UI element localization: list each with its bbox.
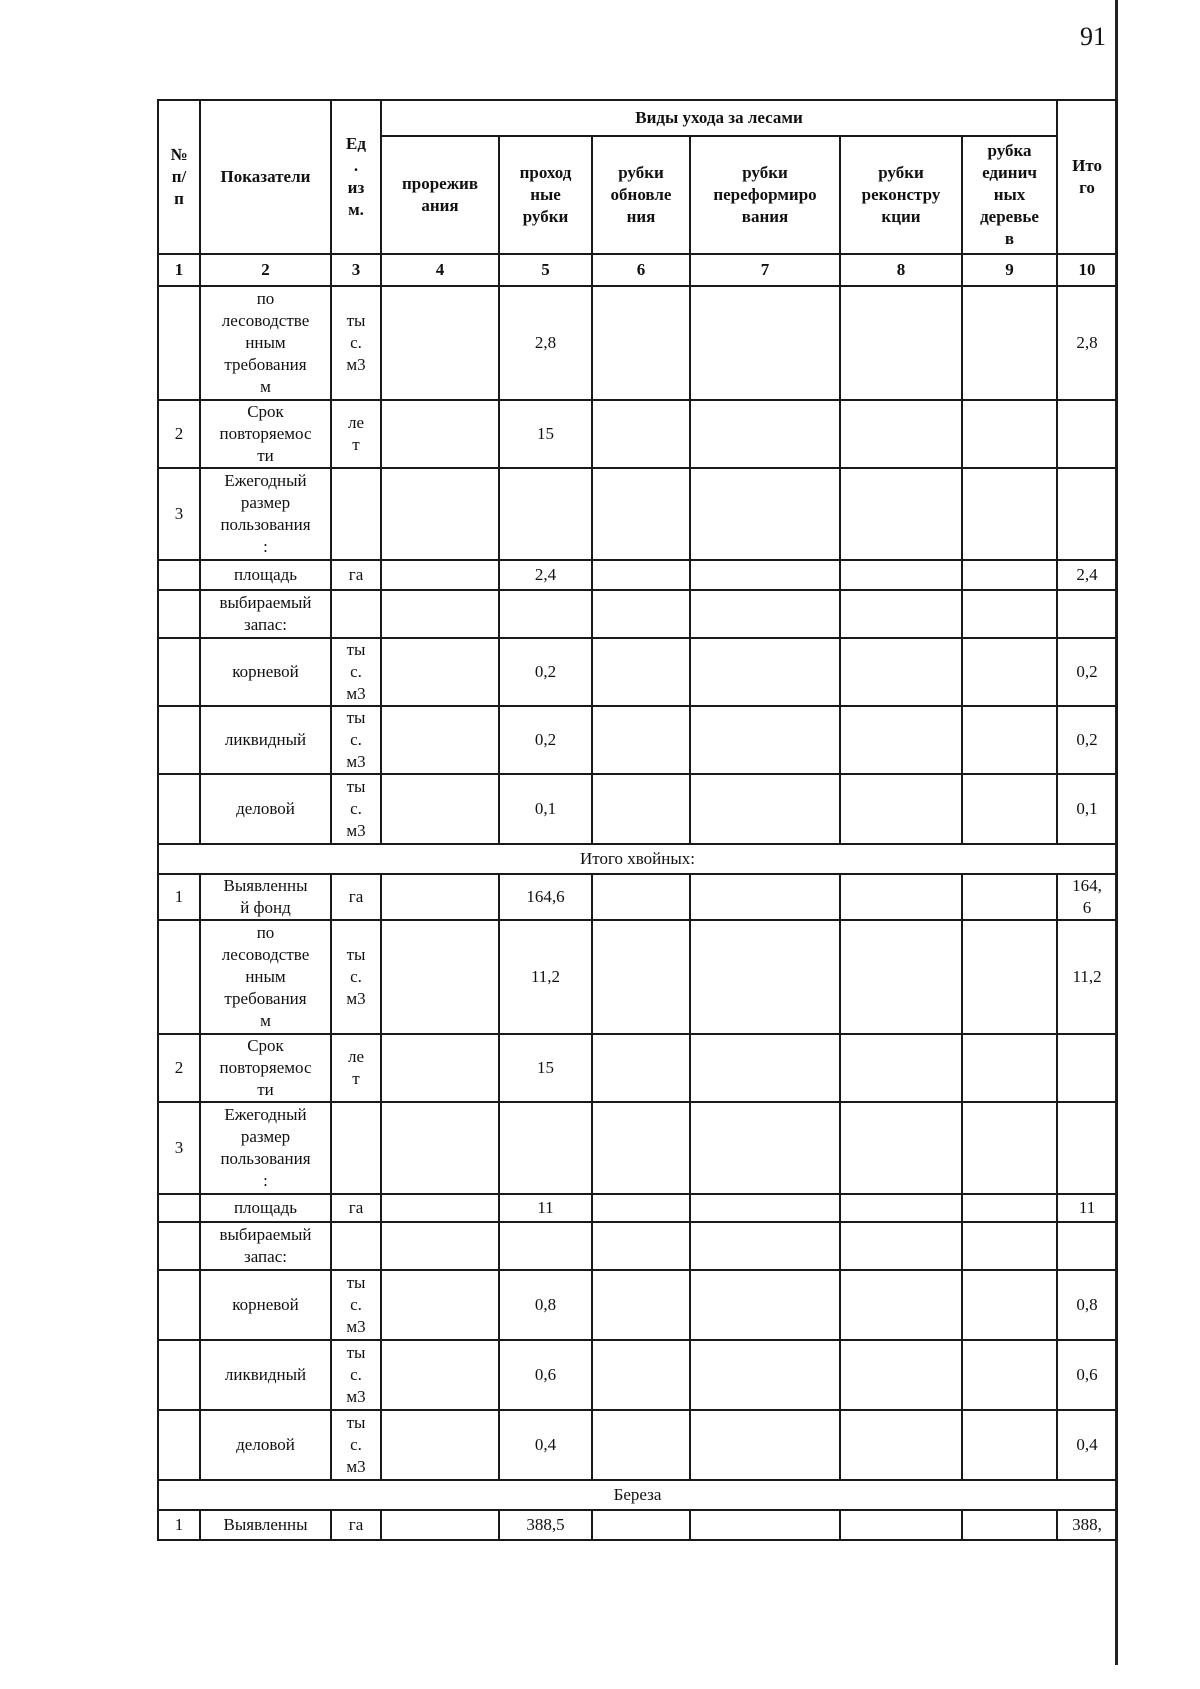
reconstruction-cell bbox=[840, 400, 962, 468]
single-tree-cell bbox=[962, 590, 1057, 638]
header-type-reformation-cutting: рубки переформиро вания bbox=[690, 136, 840, 254]
reformation-cell bbox=[690, 706, 840, 774]
reformation-cell bbox=[690, 1270, 840, 1340]
reformation-cell bbox=[690, 1410, 840, 1480]
indicator-cell: площадь bbox=[200, 560, 331, 590]
unit-cell bbox=[331, 1102, 381, 1194]
reformation-cell bbox=[690, 560, 840, 590]
renewal-cell bbox=[592, 1194, 690, 1222]
renewal-cell bbox=[592, 638, 690, 706]
renewal-cell bbox=[592, 1270, 690, 1340]
indicator-cell: Выявленны й фонд bbox=[200, 874, 331, 920]
indicator-cell: выбираемый запас: bbox=[200, 590, 331, 638]
row-number bbox=[158, 1194, 200, 1222]
column-number-row bbox=[158, 254, 1117, 286]
renewal-cell bbox=[592, 1340, 690, 1410]
passage-cutting-cell: 164,6 bbox=[499, 874, 592, 920]
indicator-cell: ликвидный bbox=[200, 1340, 331, 1410]
indicator-cell: деловой bbox=[200, 774, 331, 844]
total-cell bbox=[1057, 590, 1117, 638]
passage-cutting-cell: 2,8 bbox=[499, 286, 592, 400]
table-body bbox=[158, 286, 1117, 1540]
reformation-cell bbox=[690, 1102, 840, 1194]
total-cell: 2,4 bbox=[1057, 560, 1117, 590]
header-indicators: Показатели bbox=[200, 100, 331, 254]
row-number bbox=[158, 560, 200, 590]
row-number: 2 bbox=[158, 400, 200, 468]
single-tree-cell bbox=[962, 874, 1057, 920]
unit-cell: ты с. м3 bbox=[331, 286, 381, 400]
indicator-cell: выбираемый запас: bbox=[200, 1222, 331, 1270]
page-number: 91 bbox=[1080, 22, 1106, 51]
reformation-cell bbox=[690, 468, 840, 560]
passage-cutting-cell: 0,4 bbox=[499, 1410, 592, 1480]
table-row bbox=[158, 1102, 1117, 1194]
table-row bbox=[158, 1510, 1117, 1540]
single-tree-cell bbox=[962, 1194, 1057, 1222]
reformation-cell bbox=[690, 874, 840, 920]
indicator-cell: корневой bbox=[200, 638, 331, 706]
header-group-title: Виды ухода за лесами bbox=[381, 100, 1057, 136]
reconstruction-cell bbox=[840, 590, 962, 638]
passage-cutting-cell: 11 bbox=[499, 1194, 592, 1222]
renewal-cell bbox=[592, 874, 690, 920]
renewal-cell bbox=[592, 400, 690, 468]
reconstruction-cell bbox=[840, 1270, 962, 1340]
single-tree-cell bbox=[962, 1102, 1057, 1194]
total-cell bbox=[1057, 400, 1117, 468]
thinning-cell bbox=[381, 920, 499, 1034]
passage-cutting-cell bbox=[499, 468, 592, 560]
column-number: 4 bbox=[381, 254, 499, 286]
header-type-passage-cutting: проход ные рубки bbox=[499, 136, 592, 254]
reformation-cell bbox=[690, 1222, 840, 1270]
single-tree-cell bbox=[962, 1222, 1057, 1270]
table-row bbox=[158, 400, 1117, 468]
passage-cutting-cell: 388,5 bbox=[499, 1510, 592, 1540]
thinning-cell bbox=[381, 1270, 499, 1340]
total-cell: 0,1 bbox=[1057, 774, 1117, 844]
total-cell: 0,6 bbox=[1057, 1340, 1117, 1410]
thinning-cell bbox=[381, 1194, 499, 1222]
thinning-cell bbox=[381, 774, 499, 844]
row-number bbox=[158, 1410, 200, 1480]
single-tree-cell bbox=[962, 638, 1057, 706]
renewal-cell bbox=[592, 560, 690, 590]
reformation-cell bbox=[690, 1340, 840, 1410]
table-row bbox=[158, 1194, 1117, 1222]
unit-cell: ты с. м3 bbox=[331, 1270, 381, 1340]
header-type-renewal-cutting: рубки обновле ния bbox=[592, 136, 690, 254]
renewal-cell bbox=[592, 920, 690, 1034]
indicator-cell: деловой bbox=[200, 1410, 331, 1480]
column-number: 8 bbox=[840, 254, 962, 286]
single-tree-cell bbox=[962, 1340, 1057, 1410]
table-row bbox=[158, 468, 1117, 560]
reconstruction-cell bbox=[840, 1034, 962, 1102]
renewal-cell bbox=[592, 1034, 690, 1102]
reformation-cell bbox=[690, 286, 840, 400]
reconstruction-cell bbox=[840, 638, 962, 706]
total-cell: 11 bbox=[1057, 1194, 1117, 1222]
total-cell: 0,8 bbox=[1057, 1270, 1117, 1340]
reformation-cell bbox=[690, 1034, 840, 1102]
renewal-cell bbox=[592, 1222, 690, 1270]
table-row bbox=[158, 1222, 1117, 1270]
table-row bbox=[158, 560, 1117, 590]
header-type-thinning: прорежив ания bbox=[381, 136, 499, 254]
table-row bbox=[158, 286, 1117, 400]
indicator-cell: Срок повторяемос ти bbox=[200, 400, 331, 468]
unit-cell: ты с. м3 bbox=[331, 774, 381, 844]
passage-cutting-cell: 15 bbox=[499, 400, 592, 468]
reconstruction-cell bbox=[840, 560, 962, 590]
header-type-single-tree-cutting: рубка единич ных деревье в bbox=[962, 136, 1057, 254]
unit-cell bbox=[331, 590, 381, 638]
header-type-reconstruction-cutting: рубки реконстру кции bbox=[840, 136, 962, 254]
table-row bbox=[158, 1340, 1117, 1410]
reconstruction-cell bbox=[840, 1410, 962, 1480]
table-row bbox=[158, 1270, 1117, 1340]
unit-cell bbox=[331, 1222, 381, 1270]
column-number: 9 bbox=[962, 254, 1057, 286]
renewal-cell bbox=[592, 1410, 690, 1480]
indicator-cell: ликвидный bbox=[200, 706, 331, 774]
reconstruction-cell bbox=[840, 1222, 962, 1270]
unit-cell: ле т bbox=[331, 1034, 381, 1102]
reconstruction-cell bbox=[840, 1340, 962, 1410]
reconstruction-cell bbox=[840, 920, 962, 1034]
table-row bbox=[158, 638, 1117, 706]
single-tree-cell bbox=[962, 706, 1057, 774]
thinning-cell bbox=[381, 286, 499, 400]
row-number bbox=[158, 774, 200, 844]
thinning-cell bbox=[381, 1222, 499, 1270]
thinning-cell bbox=[381, 1510, 499, 1540]
header-unit: Ед . из м. bbox=[331, 100, 381, 254]
indicator-cell: Срок повторяемос ти bbox=[200, 1034, 331, 1102]
reformation-cell bbox=[690, 590, 840, 638]
unit-cell: ты с. м3 bbox=[331, 1340, 381, 1410]
column-number: 3 bbox=[331, 254, 381, 286]
thinning-cell bbox=[381, 706, 499, 774]
renewal-cell bbox=[592, 590, 690, 638]
total-cell bbox=[1057, 1034, 1117, 1102]
table-row bbox=[158, 1410, 1117, 1480]
row-number bbox=[158, 1340, 200, 1410]
row-number: 2 bbox=[158, 1034, 200, 1102]
unit-cell: ты с. м3 bbox=[331, 638, 381, 706]
total-cell: 0,4 bbox=[1057, 1410, 1117, 1480]
passage-cutting-cell: 2,4 bbox=[499, 560, 592, 590]
reconstruction-cell bbox=[840, 874, 962, 920]
row-number bbox=[158, 1270, 200, 1340]
indicator-cell: по лесоводстве нным требования м bbox=[200, 920, 331, 1034]
column-number: 7 bbox=[690, 254, 840, 286]
passage-cutting-cell: 0,2 bbox=[499, 638, 592, 706]
reconstruction-cell bbox=[840, 706, 962, 774]
section-row bbox=[158, 844, 1117, 874]
row-number bbox=[158, 590, 200, 638]
single-tree-cell bbox=[962, 1034, 1057, 1102]
unit-cell: ты с. м3 bbox=[331, 920, 381, 1034]
row-number bbox=[158, 638, 200, 706]
row-number: 3 bbox=[158, 1102, 200, 1194]
thinning-cell bbox=[381, 1340, 499, 1410]
row-number: 3 bbox=[158, 468, 200, 560]
renewal-cell bbox=[592, 1102, 690, 1194]
reformation-cell bbox=[690, 1194, 840, 1222]
forest-care-table bbox=[157, 99, 1118, 1541]
reconstruction-cell bbox=[840, 1510, 962, 1540]
reformation-cell bbox=[690, 638, 840, 706]
table-row bbox=[158, 706, 1117, 774]
indicator-cell: площадь bbox=[200, 1194, 331, 1222]
indicator-cell: Выявленны bbox=[200, 1510, 331, 1540]
unit-cell: га bbox=[331, 1510, 381, 1540]
renewal-cell bbox=[592, 468, 690, 560]
passage-cutting-cell bbox=[499, 590, 592, 638]
thinning-cell bbox=[381, 638, 499, 706]
single-tree-cell bbox=[962, 1270, 1057, 1340]
row-number: 1 bbox=[158, 1510, 200, 1540]
unit-cell: га bbox=[331, 874, 381, 920]
total-cell: 0,2 bbox=[1057, 638, 1117, 706]
table-row bbox=[158, 920, 1117, 1034]
reformation-cell bbox=[690, 920, 840, 1034]
thinning-cell bbox=[381, 1034, 499, 1102]
single-tree-cell bbox=[962, 1410, 1057, 1480]
single-tree-cell bbox=[962, 286, 1057, 400]
total-cell bbox=[1057, 1102, 1117, 1194]
indicator-cell: корневой bbox=[200, 1270, 331, 1340]
section-title: Береза bbox=[158, 1480, 1117, 1510]
column-number: 5 bbox=[499, 254, 592, 286]
row-number bbox=[158, 706, 200, 774]
row-number bbox=[158, 286, 200, 400]
indicator-cell: Ежегодный размер пользования : bbox=[200, 468, 331, 560]
total-cell: 0,2 bbox=[1057, 706, 1117, 774]
thinning-cell bbox=[381, 560, 499, 590]
passage-cutting-cell bbox=[499, 1102, 592, 1194]
unit-cell: ты с. м3 bbox=[331, 706, 381, 774]
total-cell: 164, 6 bbox=[1057, 874, 1117, 920]
passage-cutting-cell: 0,2 bbox=[499, 706, 592, 774]
single-tree-cell bbox=[962, 774, 1057, 844]
passage-cutting-cell: 0,1 bbox=[499, 774, 592, 844]
table-row bbox=[158, 590, 1117, 638]
single-tree-cell bbox=[962, 1510, 1057, 1540]
column-number: 6 bbox=[592, 254, 690, 286]
renewal-cell bbox=[592, 1510, 690, 1540]
header-total: Ито го bbox=[1057, 100, 1117, 254]
table-row bbox=[158, 874, 1117, 920]
total-cell bbox=[1057, 1222, 1117, 1270]
total-cell: 388, bbox=[1057, 1510, 1117, 1540]
column-number: 1 bbox=[158, 254, 200, 286]
row-number bbox=[158, 1222, 200, 1270]
passage-cutting-cell bbox=[499, 1222, 592, 1270]
header-num: № п/ п bbox=[158, 100, 200, 254]
unit-cell: га bbox=[331, 560, 381, 590]
thinning-cell bbox=[381, 1102, 499, 1194]
single-tree-cell bbox=[962, 560, 1057, 590]
section-title: Итого хвойных: bbox=[158, 844, 1117, 874]
total-cell: 2,8 bbox=[1057, 286, 1117, 400]
unit-cell: ты с. м3 bbox=[331, 1410, 381, 1480]
reformation-cell bbox=[690, 1510, 840, 1540]
thinning-cell bbox=[381, 1410, 499, 1480]
reformation-cell bbox=[690, 400, 840, 468]
thinning-cell bbox=[381, 400, 499, 468]
thinning-cell bbox=[381, 874, 499, 920]
reconstruction-cell bbox=[840, 468, 962, 560]
section-row bbox=[158, 1480, 1117, 1510]
total-cell: 11,2 bbox=[1057, 920, 1117, 1034]
renewal-cell bbox=[592, 706, 690, 774]
column-number: 10 bbox=[1057, 254, 1117, 286]
table-row bbox=[158, 1034, 1117, 1102]
passage-cutting-cell: 11,2 bbox=[499, 920, 592, 1034]
thinning-cell bbox=[381, 468, 499, 560]
row-number: 1 bbox=[158, 874, 200, 920]
indicator-cell: Ежегодный размер пользования : bbox=[200, 1102, 331, 1194]
single-tree-cell bbox=[962, 920, 1057, 1034]
passage-cutting-cell: 15 bbox=[499, 1034, 592, 1102]
reconstruction-cell bbox=[840, 1194, 962, 1222]
reconstruction-cell bbox=[840, 1102, 962, 1194]
column-number: 2 bbox=[200, 254, 331, 286]
row-number bbox=[158, 920, 200, 1034]
reformation-cell bbox=[690, 774, 840, 844]
single-tree-cell bbox=[962, 400, 1057, 468]
unit-cell: га bbox=[331, 1194, 381, 1222]
thinning-cell bbox=[381, 590, 499, 638]
passage-cutting-cell: 0,8 bbox=[499, 1270, 592, 1340]
indicator-cell: по лесоводстве нным требования м bbox=[200, 286, 331, 400]
passage-cutting-cell: 0,6 bbox=[499, 1340, 592, 1410]
renewal-cell bbox=[592, 774, 690, 844]
renewal-cell bbox=[592, 286, 690, 400]
single-tree-cell bbox=[962, 468, 1057, 560]
unit-cell: ле т bbox=[331, 400, 381, 468]
unit-cell bbox=[331, 468, 381, 560]
total-cell bbox=[1057, 468, 1117, 560]
table-row bbox=[158, 774, 1117, 844]
reconstruction-cell bbox=[840, 286, 962, 400]
reconstruction-cell bbox=[840, 774, 962, 844]
